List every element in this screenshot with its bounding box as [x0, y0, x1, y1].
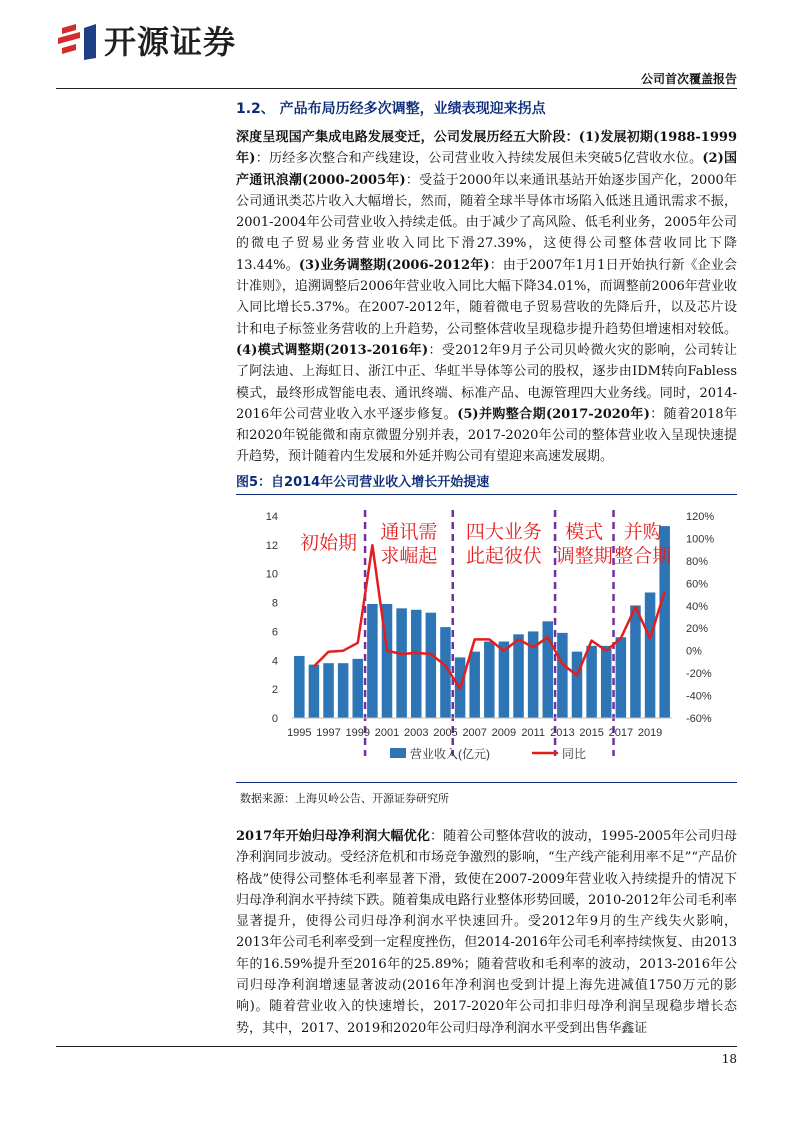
y-right-tick-label: -40%	[686, 690, 712, 703]
footer-divider	[56, 1046, 737, 1047]
y-left-tick-label: 12	[265, 539, 278, 552]
x-tick-label: 2017	[608, 727, 634, 739]
x-tick-label: 1997	[316, 727, 341, 739]
revenue-bar	[645, 592, 656, 718]
phase-label: 并购	[623, 522, 662, 543]
revenue-bar	[294, 656, 305, 718]
revenue-bar	[630, 605, 641, 718]
para2-text: ：随着公司整体营收的波动，1995-2005年公司归母净利润同步波动。受经济危机和市场竞争激烈的影响，“生产线产能利用率不足”“产品价格战”使得公司整体毛利率显著下滑，致使在2007-2009年营业收入持续提升的情况下归母净利润水平持续下跌。随着集成电路行业整体形势回暖，2010-2012年公司毛利率显著提升，使得公司归母净利润水平快速回升。受2012年9月的生产线失火影响，2013年公司毛利率受到一定程度挫伤，但2014-2016年公司毛利率持续恢复、由2013年的16.59%提升至2016年的25.89%；随着营收和毛利率的波动，2013-2016年公司归母净利润增速显著波动(2016年净利润也受到计提上海先进减值1750万元的影响)。随着营业收入的快速增长，2017-2020年公司扣非归母净利润呈现稳步增长态势，其中，2017、2019和2020年公司归母净利润水平受到出售华鑫证	[236, 829, 737, 1036]
revenue-bar	[543, 621, 554, 718]
y-right-tick-label: 0%	[686, 645, 702, 658]
para1-text-2: ：受益于2000年以来通讯基站开始逐步国产化，2000年公司通讯类芯片收入大幅增长，然而，随着全球半导体市场陷入低迷且通讯需求不振，2001-2004年公司营业收入持续走低。由于减少了高风险、低毛利业务，2005年公司的微电子贸易业务营业收入同比下滑27.39%，这使得公司整体营收同比下降13.44%。	[236, 172, 738, 273]
phase-label: 求崛起	[380, 546, 438, 567]
y-left-tick-label: 14	[265, 511, 278, 523]
revenue-bar	[309, 665, 320, 718]
x-tick-label: 2009	[491, 727, 517, 739]
revenue-bar	[499, 642, 510, 718]
revenue-bar	[572, 652, 583, 718]
para2-lead: 2017年开始归母净利润大幅优化	[236, 829, 430, 844]
para1-text-5: ：随着2018年和2020年锐能微和南京微盟分别并表，2017-2020年公司的整体营业收入呈现快速提升趋势，预计随着内生发展和外延并购公司有望迎来高速发展期。	[236, 406, 737, 465]
legend-label-revenue: 营业收入(亿元)	[410, 747, 490, 761]
para1-text-1: ：历经多次整合和产线建设，公司营业收入持续发展但未突破5亿营收水位。	[255, 151, 703, 167]
x-tick-label: 1995	[287, 727, 312, 739]
y-right-tick-label: -20%	[686, 668, 712, 681]
paragraph-stages	[236, 127, 737, 468]
y-left-tick-label: 10	[265, 568, 278, 581]
x-tick-label: 2019	[637, 727, 663, 739]
revenue-bar	[323, 663, 334, 718]
figure-source: 数据来源：上海贝岭公告、开源证券研究所	[240, 792, 449, 805]
logo-text: 开源证券	[104, 23, 237, 61]
revenue-bar	[484, 642, 495, 718]
x-tick-label: 2001	[374, 727, 400, 739]
y-left-tick-label: 2	[271, 684, 278, 697]
para1-stage-2: (2)国产通讯浪潮(2000-2005年)	[236, 151, 737, 188]
figure-title: 图5：自2014年公司营业收入增长开始提速	[236, 475, 490, 490]
revenue-bar	[616, 637, 627, 718]
x-tick-label: 2013	[550, 727, 575, 739]
report-type-label: 公司首次覆盖报告	[640, 72, 737, 86]
x-tick-label: 2011	[521, 727, 545, 739]
revenue-bar	[586, 646, 597, 718]
revenue-bar	[396, 608, 407, 718]
phase-label: 整合期	[614, 546, 672, 567]
revenue-bar	[426, 613, 437, 718]
legend-label-yoy: 同比	[562, 747, 587, 761]
x-tick-label: 1999	[345, 727, 371, 739]
phase-label: 四大业务	[465, 522, 542, 543]
revenue-chart	[240, 502, 740, 774]
x-tick-label: 2015	[579, 727, 604, 739]
figure-bottom-rule	[236, 782, 737, 783]
revenue-bar	[513, 634, 524, 718]
x-tick-label: 2005	[433, 727, 458, 739]
y-left-tick-label: 6	[271, 626, 278, 639]
para1-stage-5: (5)并购整合期(2017-2020年)	[457, 406, 650, 422]
y-right-tick-label: 40%	[686, 600, 709, 613]
y-left-tick-label: 8	[271, 597, 278, 610]
header-divider	[56, 88, 737, 89]
phase-label: 调整期	[555, 546, 613, 567]
page-number: 18	[721, 1052, 737, 1066]
y-right-tick-label: 80%	[686, 555, 709, 568]
logo-icon	[56, 22, 102, 62]
revenue-bar	[601, 646, 612, 718]
revenue-bar	[411, 610, 422, 718]
para1-stage-4: (4)模式调整期(2013-2016年)	[236, 342, 429, 358]
y-right-tick-label: -60%	[686, 713, 712, 725]
y-left-tick-label: 0	[271, 713, 278, 725]
para1-lead: 深度呈现国产集成电路发展变迁，公司发展历经五大阶段：(1)发展初期(1988-1999年)	[236, 130, 737, 167]
y-right-tick-label: 60%	[686, 578, 709, 591]
x-tick-label: 2007	[462, 727, 487, 739]
para1-text-3: ：由于2007年1月1日开始执行新《企业会计准则》，追溯调整后2006年营业收入同比大幅下降34.01%，而调整前2006年营业收入同比增长5.37%。在2007-2012年，随着微电子贸易营收的先降后升，以及芯片设计和电子标签业务营收的上升趋势，公司整体营收呈现稳步提升趋势但增速相对较低。	[236, 257, 737, 337]
phase-label: 此起彼伏	[465, 546, 542, 567]
section-heading: 1.2、 产品布局历经多次调整，业绩表现迎来拐点	[236, 101, 546, 117]
y-left-tick-label: 4	[271, 655, 278, 668]
para1-stage-3: (3)业务调整期(2006-2012年)	[298, 257, 490, 273]
figure-top-rule	[236, 494, 737, 495]
revenue-bar	[367, 604, 378, 718]
x-tick-label: 2003	[403, 727, 429, 739]
legend-swatch-revenue	[390, 748, 406, 758]
phase-label: 初始期	[300, 533, 358, 554]
revenue-bar	[469, 652, 480, 718]
phase-label: 通讯需	[380, 522, 438, 543]
paragraph-net-profit	[236, 826, 737, 1039]
y-right-tick-label: 100%	[686, 533, 715, 546]
para1-text-4: ：受2012年9月子公司贝岭微火灾的影响，公司转让了阿法迪、上海虹日、浙江中正、华虹半导体等公司的股权，逐步由IDM转向Fabless模式，最终形成智能电表、通讯终端、标准产品、电源管理四大业务线。同时，2014-2016年公司营业收入水平逐步修复。	[236, 342, 737, 422]
revenue-bar	[353, 659, 364, 718]
y-right-tick-label: 120%	[686, 511, 715, 523]
phase-label: 模式	[565, 522, 604, 543]
y-right-tick-label: 20%	[686, 623, 709, 636]
revenue-bar	[557, 633, 568, 718]
revenue-bar	[338, 663, 349, 718]
